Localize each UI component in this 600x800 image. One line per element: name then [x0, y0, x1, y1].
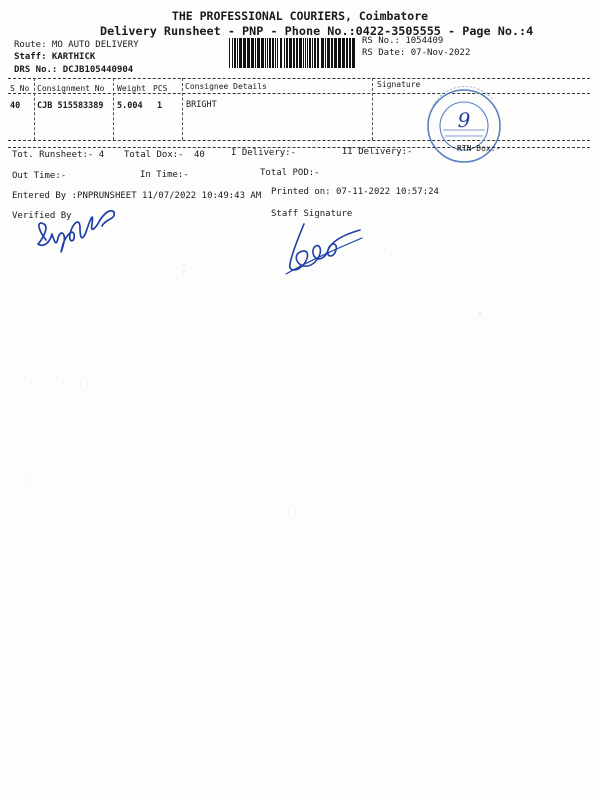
- scan-speck: [239, 631, 240, 632]
- total-dox-value: 40: [194, 150, 205, 160]
- column-header: S No: [10, 84, 30, 93]
- rtn-dox: RTN Dox:-: [457, 144, 501, 153]
- scan-speck: [39, 495, 40, 496]
- scan-speck: [111, 535, 112, 536]
- in-time: In Time:-: [140, 170, 189, 180]
- cell-weight: 5.004: [117, 101, 143, 111]
- scan-speck: [63, 383, 64, 384]
- scan-speck: [391, 255, 392, 256]
- scan-speck: [463, 367, 464, 368]
- scan-speck: [487, 271, 488, 272]
- ii-delivery: II Delivery:-: [342, 147, 413, 157]
- total-pod: Total POD:-: [260, 168, 320, 178]
- cell-pcs: 1: [157, 101, 163, 111]
- scan-speck: [183, 599, 184, 600]
- tot-runsheet: Tot. Runsheet:- 4: [12, 150, 105, 160]
- scan-speck: [295, 511, 296, 512]
- out-time: Out Time:-: [12, 171, 67, 181]
- scan-speck: [71, 751, 72, 752]
- scan-speck: [7, 655, 8, 656]
- verified-by-label: Verified By: [12, 211, 72, 221]
- scan-speck: [79, 639, 80, 640]
- cell-consignee: BRIGHT: [186, 100, 217, 110]
- scan-speck: [26, 479, 27, 480]
- scan-speck: [0, 551, 1, 552]
- staff-signature-label: Staff Signature: [271, 209, 353, 219]
- scan-speck: [495, 391, 496, 392]
- scan-speck: [39, 687, 40, 688]
- scan-speck: [343, 327, 344, 328]
- scan-speck: [79, 383, 80, 384]
- column-header: Consignee Details: [185, 82, 267, 91]
- scan-speck: [231, 599, 232, 600]
- entered-by: Entered By :PNPRUNSHEET 11/07/2022 10:49:43 AM: [12, 191, 262, 201]
- scan-speck: [447, 767, 448, 768]
- scan-speck: [351, 359, 352, 360]
- scan-speck: [335, 775, 336, 776]
- scan-speck: [463, 495, 464, 496]
- scan-speck: [119, 615, 120, 616]
- scan-speck: [503, 671, 504, 672]
- scan-speck: [391, 615, 392, 616]
- scan-speck: [423, 655, 424, 656]
- scan-speck: [63, 415, 64, 416]
- scan-speck: [271, 607, 272, 608]
- total-dox-label: Total Dox:-: [124, 150, 184, 160]
- scan-speck: [487, 423, 488, 424]
- scan-speck: [79, 543, 80, 544]
- scan-speck: [87, 383, 88, 384]
- drs-number: DRS No.: DCJB105440904: [14, 65, 134, 75]
- scan-speck: [383, 503, 384, 504]
- cell-sno: 40: [10, 101, 21, 111]
- scan-speck: [63, 519, 64, 520]
- scan-speck: [63, 647, 64, 648]
- scan-speck: [71, 247, 72, 248]
- scan-speck: [95, 471, 96, 472]
- scan-speck: [479, 679, 480, 680]
- printed-on: Printed on: 07-11-2022 10:57:24: [271, 187, 439, 197]
- scan-speck: [463, 695, 464, 696]
- scan-speck: [503, 583, 504, 584]
- stamp-number: 9: [457, 108, 471, 132]
- column-header: Consignment No: [37, 84, 105, 93]
- scan-speck: [199, 519, 200, 520]
- scan-speck: [127, 647, 128, 648]
- runsheet-title: Delivery Runsheet - PNP - Phone No.:0422-3505555 - Page No.:4: [100, 24, 534, 38]
- scan-speck: [287, 511, 288, 512]
- staff-text: Staff: KARTHICK: [14, 52, 96, 62]
- rs-number: RS No.: 1054409: [362, 36, 444, 46]
- scan-speck: [175, 279, 176, 280]
- scan-speck: [183, 271, 184, 272]
- i-delivery: I Delivery:-: [231, 148, 297, 158]
- scan-speck: [575, 471, 576, 472]
- scan-speck: [71, 767, 72, 768]
- column-header: Signature: [377, 80, 421, 89]
- scan-speck: [479, 647, 480, 648]
- scan-speck: [575, 519, 576, 520]
- scan-speck: [431, 607, 432, 608]
- scan-speck: [311, 695, 312, 696]
- scan-speck: [55, 375, 56, 376]
- scan-speck: [311, 271, 312, 272]
- scan-speck: [367, 471, 368, 472]
- scan-speck: [31, 383, 32, 384]
- scan-speck: [583, 199, 584, 200]
- rs-date: RS Date: 07-Nov-2022: [362, 48, 471, 58]
- column-header: Weight: [117, 84, 146, 93]
- scan-speck: [79, 407, 80, 408]
- scan-speck: [23, 375, 24, 376]
- cell-consignment: CJB 515583389: [37, 101, 104, 111]
- scan-speck: [327, 367, 328, 368]
- scan-speck: [479, 312, 480, 313]
- scan-speck: [367, 247, 368, 248]
- scan-speck: [167, 335, 168, 336]
- scan-speck: [183, 263, 184, 264]
- route-text: Route: MO AUTO DELIVERY: [14, 40, 139, 50]
- scan-speck: [383, 247, 384, 248]
- column-header: PCS: [153, 84, 168, 93]
- scan-speck: [415, 687, 416, 688]
- scan-speck: [447, 631, 448, 632]
- scan-speck: [567, 583, 568, 584]
- company-name: THE PROFESSIONAL COURIERS, Coimbatore: [171, 9, 429, 23]
- scan-speck: [591, 639, 592, 640]
- scan-speck: [575, 455, 576, 456]
- scan-speck: [495, 255, 496, 256]
